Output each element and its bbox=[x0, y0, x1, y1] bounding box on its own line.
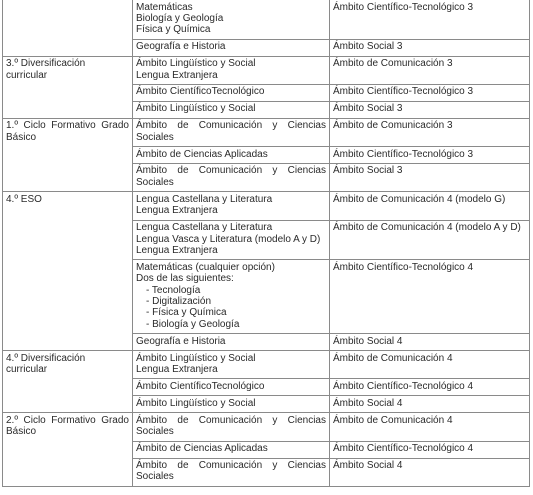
option-item: - Tecnología bbox=[146, 284, 201, 296]
subject-line: Física y Química bbox=[136, 24, 211, 36]
subject-cell: Ámbito de Comunicación y Ciencias Sociales bbox=[133, 163, 330, 191]
subject-line: Lengua Extranjera bbox=[136, 205, 218, 217]
ambito-cell: Ámbito Social 3 bbox=[330, 101, 530, 118]
ambito-cell: Ámbito Social 4 bbox=[330, 458, 530, 486]
subject-line: Lengua Vasca y Literatura (modelo A y D) bbox=[136, 233, 321, 245]
table-row bbox=[3, 0, 530, 39]
course-cell: 4.º Diversificación curricular bbox=[3, 351, 133, 413]
subject-cell: Ámbito de Ciencias Aplicadas bbox=[133, 147, 330, 164]
subject-line: Lengua Extranjera bbox=[136, 244, 218, 256]
subject-cell: Ámbito de Comunicación y Ciencias Sociales bbox=[133, 413, 330, 441]
subject-line: Matemáticas (cualquier opción) bbox=[136, 261, 275, 273]
option-item: - Biología y Geología bbox=[146, 318, 240, 330]
subject-line: Lengua Castellana y Literatura bbox=[136, 222, 273, 234]
subject-cell bbox=[133, 56, 330, 84]
subject-cell: Geografía e Historia bbox=[133, 334, 330, 351]
course-cell: 1.º Ciclo Formativo Grado Básico bbox=[3, 118, 133, 192]
subject-cell: Ámbito de Comunicación y Ciencias Sociales bbox=[133, 458, 330, 486]
ambito-cell: Ámbito Científico-Tecnológico 4 bbox=[330, 379, 530, 396]
ambito-cell: Ámbito de Comunicación 3 bbox=[330, 118, 530, 146]
course-cell bbox=[3, 0, 133, 56]
table-row bbox=[3, 118, 530, 146]
course-cell: 4.º ESO bbox=[3, 192, 133, 351]
ambito-cell: Ámbito Social 4 bbox=[330, 396, 530, 413]
subject-cell: Ámbito CientíficoTecnológico bbox=[133, 379, 330, 396]
table-row bbox=[3, 351, 530, 379]
table-row bbox=[3, 56, 530, 84]
subject-cell: Ámbito CientíficoTecnológico bbox=[133, 84, 330, 101]
subject-line: Lengua Extranjera bbox=[136, 364, 218, 376]
subject-line: Lengua Castellana y Literatura bbox=[136, 193, 273, 205]
ambito-cell: Ámbito Científico-Tecnológico 3 bbox=[330, 84, 530, 101]
course-cell: 2.º Ciclo Formativo Grado Básico bbox=[3, 413, 133, 487]
course-cell: 3.º Diversificación curricular bbox=[3, 56, 133, 118]
ambito-cell: Ámbito de Comunicación 4 (modelo A y D) bbox=[330, 220, 530, 260]
ambito-cell: Ámbito Científico-Tecnológico 3 bbox=[330, 147, 530, 164]
subject-line: Dos de las siguientes: bbox=[136, 273, 234, 285]
ambito-cell: Ámbito de Comunicación 4 (modelo G) bbox=[330, 192, 530, 220]
ambito-cell: Ámbito Social 3 bbox=[330, 163, 530, 191]
subject-cell: Ámbito Lingüístico y Social bbox=[133, 396, 330, 413]
ambito-cell: Ámbito de Comunicación 4 bbox=[330, 413, 530, 441]
subject-cell bbox=[133, 351, 330, 379]
ambito-cell: Ámbito Social 4 bbox=[330, 334, 530, 351]
subject-cell: Geografía e Historia bbox=[133, 39, 330, 56]
table-row bbox=[3, 192, 530, 220]
subject-cell: Ámbito de Ciencias Aplicadas bbox=[133, 441, 330, 458]
subject-line: Ámbito Lingüístico y Social bbox=[136, 352, 256, 364]
subject-cell: Ámbito de Comunicación y Ciencias Sociales bbox=[133, 118, 330, 146]
option-item: - Digitalización bbox=[146, 296, 212, 308]
subject-equivalence-table bbox=[2, 0, 530, 487]
ambito-cell: Ámbito Social 3 bbox=[330, 39, 530, 56]
subject-line: Ámbito Lingüístico y Social bbox=[136, 58, 256, 70]
subject-cell bbox=[133, 192, 330, 220]
ambito-cell: Ámbito Científico-Tecnológico 4 bbox=[330, 260, 530, 334]
ambito-cell: Ámbito Científico-Tecnológico 4 bbox=[330, 441, 530, 458]
subject-line: Matemáticas bbox=[136, 1, 193, 13]
subject-cell bbox=[133, 0, 330, 39]
ambito-cell: Ámbito de Comunicación 3 bbox=[330, 56, 530, 84]
ambito-cell: Ámbito Científico-Tecnológico 3 bbox=[330, 0, 530, 39]
ambito-cell: Ámbito de Comunicación 4 bbox=[330, 351, 530, 379]
subject-line: Biología y Geología bbox=[136, 12, 224, 24]
option-item: - Física y Química bbox=[146, 307, 227, 319]
table-row bbox=[3, 413, 530, 441]
subject-cell: Ámbito Lingüístico y Social bbox=[133, 101, 330, 118]
subject-cell bbox=[133, 260, 330, 334]
subject-cell bbox=[133, 220, 330, 260]
subject-line: Lengua Extranjera bbox=[136, 69, 218, 81]
